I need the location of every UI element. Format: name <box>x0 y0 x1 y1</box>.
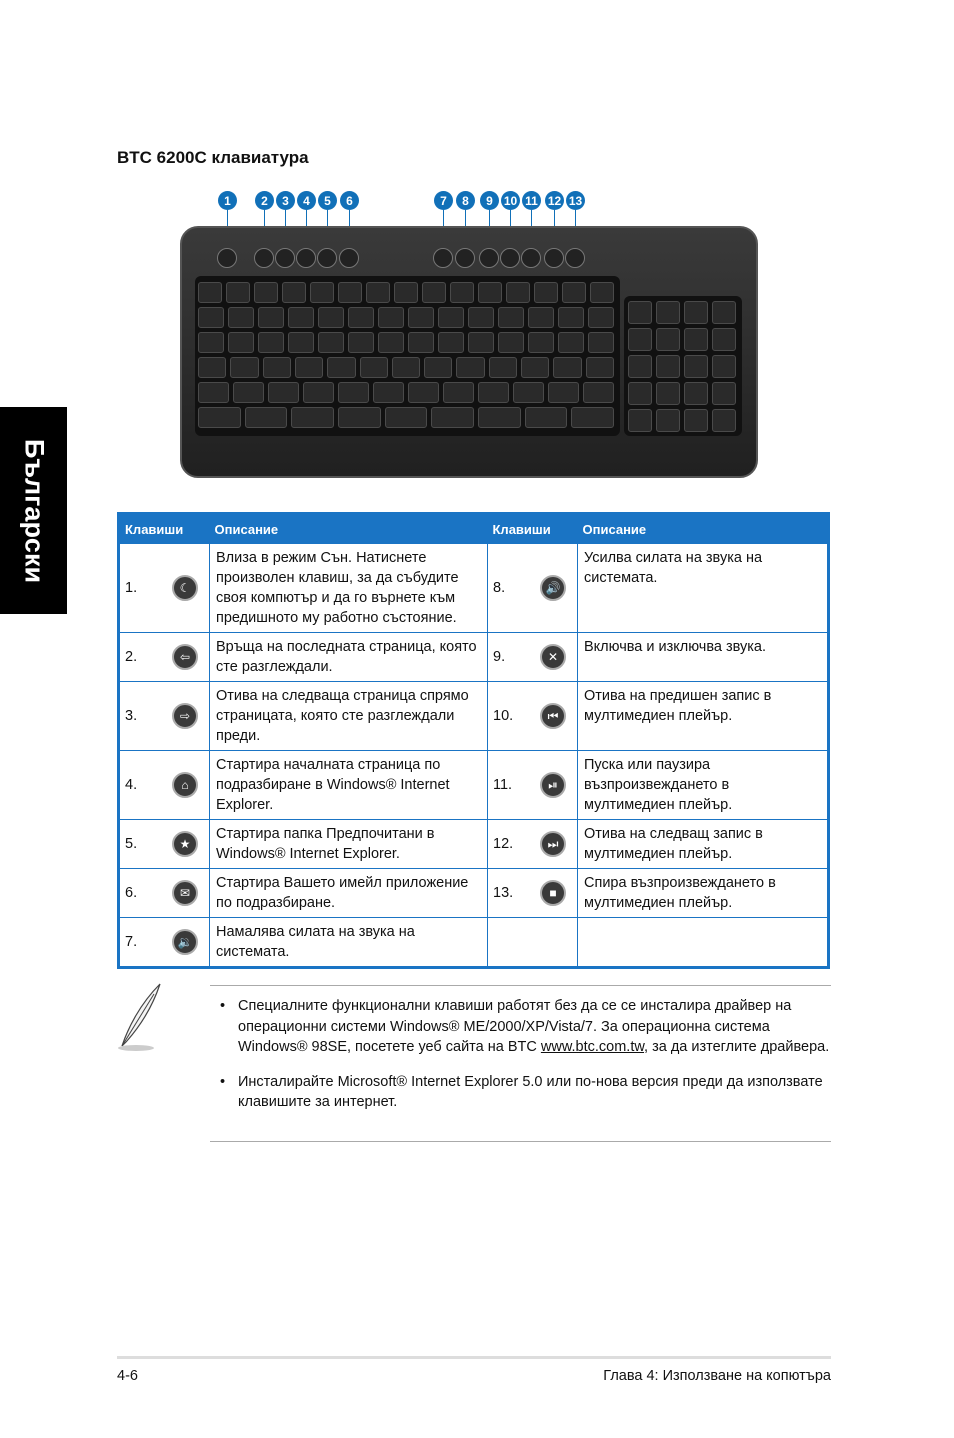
language-tab <box>0 407 67 614</box>
table-row <box>119 544 829 633</box>
keyboard-key <box>263 357 291 378</box>
section-title: BTC 6200C клавиатура <box>117 148 309 167</box>
keyboard-key <box>198 382 229 403</box>
keyboard-key <box>558 332 584 353</box>
key-number: 1. <box>119 544 162 633</box>
table-row <box>119 633 829 682</box>
note-box <box>210 985 831 1142</box>
key-button-icon: ⇦ <box>172 644 198 670</box>
numpad-key <box>684 409 708 432</box>
key-description <box>578 918 829 968</box>
key-icon-cell <box>161 633 210 682</box>
keyboard-key <box>571 407 614 428</box>
numpad-key <box>684 328 708 351</box>
keyboard-key <box>226 282 250 303</box>
key-icon-cell <box>529 633 578 682</box>
keyboard-key <box>295 357 323 378</box>
keyboard-key <box>590 282 614 303</box>
btc-link[interactable]: www.btc.com.tw <box>540 1039 645 1055</box>
numpad-key <box>628 382 652 405</box>
keyboard-key <box>498 307 524 328</box>
keyboard-key <box>233 382 264 403</box>
keyboard-key <box>534 282 558 303</box>
keyboard-key <box>268 382 299 403</box>
keyboard-key <box>588 332 614 353</box>
key-icon-cell <box>161 544 210 633</box>
callout-8: 8 <box>456 191 475 210</box>
numpad-key <box>684 355 708 378</box>
keyboard-key <box>513 382 544 403</box>
note-2-text: Инсталирайте Microsoft® Internet Explorer 5.0 или по-нова версия преди да използвате клавишите за интернет. <box>238 1073 823 1110</box>
callout-12: 12 <box>545 191 564 210</box>
key-number: 10. <box>488 682 530 751</box>
key-number: 3. <box>119 682 162 751</box>
page-number: 4-6 <box>117 1368 138 1384</box>
keyboard-key <box>378 307 404 328</box>
chapter-title: Глава 4: Използване на копютъра <box>603 1368 831 1384</box>
key-button-icon: ⏯ <box>540 772 566 798</box>
key-button-icon: ⇨ <box>172 703 198 729</box>
key-description: Спира възпроизвеждането в мултимедиен плейър. <box>578 869 829 918</box>
key-icon-cell <box>161 869 210 918</box>
note-feather-icon <box>114 982 164 1052</box>
numpad-key <box>656 328 680 351</box>
key-button-icon: ⌂ <box>172 772 198 798</box>
header-desc-1: Описание <box>210 514 488 544</box>
keyboard-key <box>288 307 314 328</box>
keyboard-key <box>360 357 388 378</box>
key-button-icon: ⏭ <box>540 831 566 857</box>
keyboard-key <box>348 307 374 328</box>
media-key <box>296 248 316 268</box>
keyboard-key <box>456 357 484 378</box>
media-key <box>317 248 337 268</box>
media-key <box>500 248 520 268</box>
keyboard-key <box>489 357 517 378</box>
key-button-icon: ■ <box>540 880 566 906</box>
key-icon-cell <box>161 751 210 820</box>
key-description: Влиза в режим Сън. Натиснете произволен клавиш, за да събудите своя компютър и да го върнете към предишното му работно състояние. <box>210 544 488 633</box>
numpad-key <box>712 355 736 378</box>
numpad-key <box>684 301 708 324</box>
key-button-icon: ☾ <box>172 575 198 601</box>
key-number: 11. <box>488 751 530 820</box>
numpad-key <box>656 355 680 378</box>
header-keys-2: Клавиши <box>488 514 578 544</box>
media-key <box>254 248 274 268</box>
numpad-key <box>656 301 680 324</box>
media-key <box>565 248 585 268</box>
key-number: 6. <box>119 869 162 918</box>
callout-4: 4 <box>297 191 316 210</box>
keyboard-key <box>338 407 381 428</box>
keyboard-key <box>303 382 334 403</box>
keyboard-key <box>525 407 568 428</box>
callout-6: 6 <box>340 191 359 210</box>
table-row <box>119 869 829 918</box>
note-1-text-end: , за да изтеглите драйвера. <box>644 1039 830 1055</box>
keyboard-key <box>366 282 390 303</box>
numpad-key <box>712 301 736 324</box>
keyboard-key <box>318 307 344 328</box>
numpad-key <box>628 409 652 432</box>
key-number: 7. <box>119 918 162 968</box>
callout-9: 9 <box>480 191 499 210</box>
keyboard-key <box>385 407 428 428</box>
table-row <box>119 751 829 820</box>
key-icon-cell <box>161 918 210 968</box>
keyboard-key <box>422 282 446 303</box>
key-button-icon: 🔊 <box>540 575 566 601</box>
numpad-key <box>656 409 680 432</box>
keyboard-key <box>245 407 288 428</box>
callout-11: 11 <box>522 191 541 210</box>
keyboard-key <box>506 282 530 303</box>
numpad-key <box>628 328 652 351</box>
keyboard-key <box>198 332 224 353</box>
key-number: 4. <box>119 751 162 820</box>
keyboard-key <box>394 282 418 303</box>
callout-2: 2 <box>255 191 274 210</box>
key-number: 9. <box>488 633 530 682</box>
key-description: Усилва силата на звука на системата. <box>578 544 829 633</box>
keyboard-key <box>478 407 521 428</box>
numpad-key <box>684 382 708 405</box>
keyboard-key <box>438 332 464 353</box>
key-icon-cell <box>529 918 578 968</box>
key-description: Стартира Вашето имейл приложение по подразбиране. <box>210 869 488 918</box>
numpad-key <box>712 382 736 405</box>
keyboard-key <box>291 407 334 428</box>
table-header-row <box>119 514 829 544</box>
key-button-icon: ✕ <box>540 644 566 670</box>
keyboard-key <box>198 407 241 428</box>
keyboard-key <box>348 332 374 353</box>
keyboard-key <box>528 307 554 328</box>
keyboard-key <box>408 307 434 328</box>
keyboard-key <box>258 307 284 328</box>
key-button-icon: ⏮ <box>540 703 566 729</box>
key-icon-cell <box>161 682 210 751</box>
keyboard-key <box>258 332 284 353</box>
key-number: 5. <box>119 820 162 869</box>
keyboard-key <box>338 282 362 303</box>
keyboard-key <box>228 307 254 328</box>
key-icon-cell <box>529 751 578 820</box>
key-button-icon: ✉ <box>172 880 198 906</box>
numpad-block <box>624 296 742 436</box>
keyboard-key <box>450 282 474 303</box>
key-description: Отива на предишен запис в мултимедиен плейър. <box>578 682 829 751</box>
key-description: Отива на следващ запис в мултимедиен плейър. <box>578 820 829 869</box>
keyboard-key <box>583 382 614 403</box>
media-key <box>544 248 564 268</box>
keyboard-key <box>468 307 494 328</box>
key-icon-cell <box>529 820 578 869</box>
numpad-key <box>628 355 652 378</box>
keyboard-key <box>588 307 614 328</box>
keyboard-key <box>424 357 452 378</box>
note-item-2 <box>210 1072 831 1113</box>
keyboard-key <box>198 307 224 328</box>
keyboard-key <box>558 307 584 328</box>
key-number: 12. <box>488 820 530 869</box>
key-description: Стартира папка Предпочитани в Windows® Internet Explorer. <box>210 820 488 869</box>
footer-divider <box>117 1356 831 1359</box>
callout-10: 10 <box>501 191 520 210</box>
key-button-icon: 🔉 <box>172 929 198 955</box>
table-row <box>119 918 829 968</box>
keyboard-key <box>228 332 254 353</box>
media-key <box>275 248 295 268</box>
keyboard-key <box>408 382 439 403</box>
keyboard-key <box>198 282 222 303</box>
keyboard-key <box>478 282 502 303</box>
callout-5: 5 <box>318 191 337 210</box>
keyboard-key <box>431 407 474 428</box>
keyboard-key <box>288 332 314 353</box>
media-key <box>433 248 453 268</box>
keyboard-key <box>443 382 474 403</box>
keyboard-key <box>528 332 554 353</box>
key-icon-cell <box>529 682 578 751</box>
keyboard-key <box>373 382 404 403</box>
keyboard-key <box>408 332 434 353</box>
keyboard-key <box>548 382 579 403</box>
keyboard-key <box>198 357 226 378</box>
header-desc-2: Описание <box>578 514 829 544</box>
callout-1: 1 <box>218 191 237 210</box>
key-button-icon: ★ <box>172 831 198 857</box>
key-description: Включва и изключва звука. <box>578 633 829 682</box>
key-number <box>488 918 530 968</box>
note-item-1 <box>210 996 831 1058</box>
keyboard-key <box>553 357 581 378</box>
language-tab-label: Български <box>19 438 49 583</box>
keyboard-key <box>254 282 278 303</box>
keyboard-key <box>562 282 586 303</box>
header-keys-1: Клавиши <box>119 514 210 544</box>
keyboard-key <box>378 332 404 353</box>
keyboard-key <box>282 282 306 303</box>
main-key-block <box>195 276 620 436</box>
callout-13: 13 <box>566 191 585 210</box>
key-description: Отива на следваща страница спрямо страницата, която сте разглеждали преди. <box>210 682 488 751</box>
keyboard-key <box>338 382 369 403</box>
keyboard-key <box>478 382 509 403</box>
key-icon-cell <box>161 820 210 869</box>
key-number: 13. <box>488 869 530 918</box>
key-icon-cell <box>529 869 578 918</box>
media-key <box>479 248 499 268</box>
key-description: Пуска или паузира възпроизвеждането в мултимедиен плейър. <box>578 751 829 820</box>
numpad-key <box>656 382 680 405</box>
key-number: 2. <box>119 633 162 682</box>
keyboard-key <box>586 357 614 378</box>
note-1-text: Специалните функционални клавиши работят без да се се инсталира драйвер на операционни системи Windows® ME/2000/XP/Vista/7. За операционна система Windows® 98SE, посетете уеб сайта на BTC <box>238 998 792 1055</box>
key-description: Връща на последната страница, която сте разглеждали. <box>210 633 488 682</box>
keyboard-key <box>468 332 494 353</box>
keyboard-key <box>230 357 258 378</box>
keyboard-key <box>521 357 549 378</box>
media-key <box>455 248 475 268</box>
table-row <box>119 682 829 751</box>
keyboard-key <box>327 357 355 378</box>
keyboard-key <box>392 357 420 378</box>
key-description: Намалява силата на звука на системата. <box>210 918 488 968</box>
callout-7: 7 <box>434 191 453 210</box>
callout-3: 3 <box>276 191 295 210</box>
key-description: Стартира началната страница по подразбиране в Windows® Internet Explorer. <box>210 751 488 820</box>
numpad-key <box>712 328 736 351</box>
media-key <box>521 248 541 268</box>
numpad-key <box>712 409 736 432</box>
key-icon-cell <box>529 544 578 633</box>
keyboard-key <box>310 282 334 303</box>
keyboard-key <box>318 332 344 353</box>
key-number: 8. <box>488 544 530 633</box>
numpad-key <box>628 301 652 324</box>
keys-table <box>117 512 830 969</box>
keyboard-key <box>498 332 524 353</box>
keyboard-key <box>438 307 464 328</box>
media-key <box>217 248 237 268</box>
media-key <box>339 248 359 268</box>
table-row <box>119 820 829 869</box>
